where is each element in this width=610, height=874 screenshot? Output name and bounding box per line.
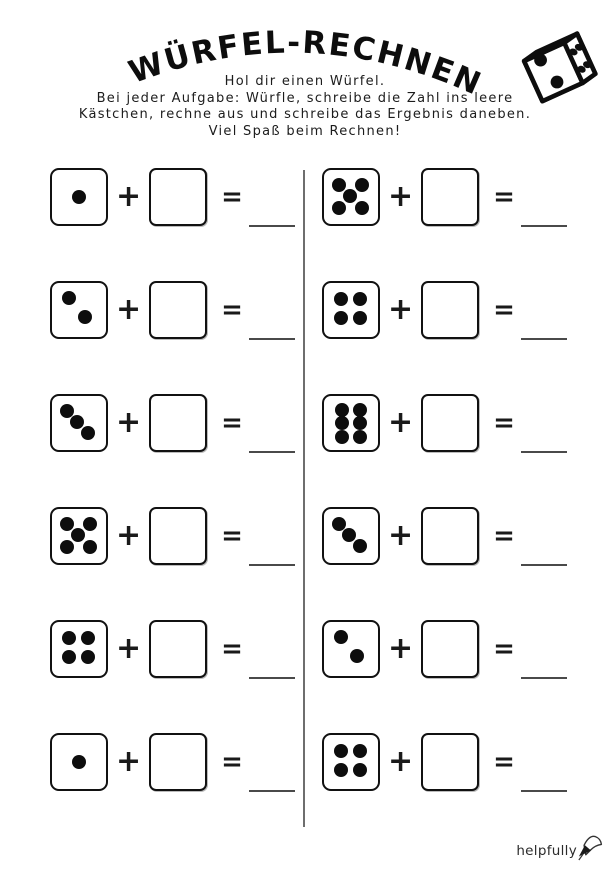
die-pip [334,311,348,325]
result-answer-line[interactable] [521,732,567,792]
die-face [322,168,380,226]
die-face [50,733,108,791]
die-face [50,620,108,678]
die-pip [81,426,95,440]
problem-row [322,168,567,226]
die-pip [353,416,367,430]
die-pip [353,403,367,417]
page-title-text: WÜRFEL-RECHNEN [124,24,488,103]
dice-roll-input-box[interactable] [149,507,207,565]
dice-roll-input-box[interactable] [149,168,207,226]
equals-sign: = [221,521,243,551]
problem-row [322,281,567,339]
equals-sign: = [493,747,515,777]
die-pip [334,744,348,758]
die-pip [83,540,97,554]
die-pip [334,292,348,306]
instruction-line-2: Bei jeder Aufgabe: Würfle, schreibe die Zahl ins leere [96,90,514,106]
instructions [0,74,610,140]
die-pip [355,178,369,192]
die-pip [62,291,76,305]
die-pip [334,630,348,644]
plus-sign: + [388,518,414,553]
die-pip [353,539,367,553]
die-pip [81,631,95,645]
equals-sign: = [221,408,243,438]
plus-sign: + [388,292,414,327]
die-pip [72,190,86,204]
die-face [322,281,380,339]
plus-sign: + [388,744,414,779]
dice-roll-input-box[interactable] [421,394,479,452]
dice-roll-input-box[interactable] [421,507,479,565]
result-answer-line[interactable] [249,393,295,453]
dice-roll-input-box[interactable] [149,733,207,791]
problem-row [50,507,295,565]
die-pip [60,517,74,531]
die-pip [353,763,367,777]
problem-row [322,620,567,678]
die-pip [71,528,85,542]
die-pip [335,403,349,417]
problem-row [322,507,567,565]
die-pip [355,201,369,215]
equals-sign: = [493,521,515,551]
dice-roll-input-box[interactable] [421,281,479,339]
result-answer-line[interactable] [521,167,567,227]
instruction-line-4: Viel Spaß beim Rechnen! [208,123,402,139]
die-face [50,394,108,452]
die-pip [335,430,349,444]
die-pip [353,292,367,306]
die-pip [60,540,74,554]
result-answer-line[interactable] [249,506,295,566]
die-pip [353,744,367,758]
dice-roll-input-box[interactable] [421,733,479,791]
die-face [50,168,108,226]
die-face [322,733,380,791]
column-divider [303,170,305,827]
dice-roll-input-box[interactable] [421,168,479,226]
flying-open-book-icon [578,832,604,862]
dice-roll-input-box[interactable] [149,394,207,452]
result-answer-line[interactable] [249,732,295,792]
problems-column-right [322,168,567,791]
footer-brand [516,832,604,862]
result-answer-line[interactable] [521,393,567,453]
die-pip [70,415,84,429]
plus-sign: + [388,179,414,214]
result-answer-line[interactable] [521,506,567,566]
die-pip [332,201,346,215]
equals-sign: = [221,295,243,325]
equals-sign: = [493,634,515,664]
die-face [322,507,380,565]
plus-sign: + [116,744,142,779]
die-face [50,507,108,565]
equals-sign: = [493,182,515,212]
die-pip [72,755,86,769]
die-pip [81,650,95,664]
dice-roll-input-box[interactable] [421,620,479,678]
plus-sign: + [116,518,142,553]
die-face [322,620,380,678]
equals-sign: = [221,634,243,664]
dice-roll-input-box[interactable] [149,281,207,339]
problems-column-left [50,168,295,791]
die-pip [332,178,346,192]
problem-row [322,733,567,791]
equals-sign: = [493,295,515,325]
equals-sign: = [221,182,243,212]
problem-row [322,394,567,452]
equals-sign: = [221,747,243,777]
die-pip [78,310,92,324]
result-answer-line[interactable] [249,280,295,340]
die-face [322,394,380,452]
problem-row [50,281,295,339]
problem-row [50,620,295,678]
die-pip [60,404,74,418]
dice-roll-input-box[interactable] [149,620,207,678]
die-pip [332,517,346,531]
die-pip [62,650,76,664]
die-pip [62,631,76,645]
die-pip [334,763,348,777]
die-pip [343,189,357,203]
brand-name: helpfully [516,843,577,859]
problem-row [50,733,295,791]
plus-sign: + [116,405,142,440]
plus-sign: + [116,292,142,327]
problem-row [50,168,295,226]
result-answer-line[interactable] [249,619,295,679]
plus-sign: + [388,405,414,440]
equals-sign: = [493,408,515,438]
die-pip [353,430,367,444]
die-pip [353,311,367,325]
die-face [50,281,108,339]
problem-row [50,394,295,452]
plus-sign: + [116,179,142,214]
die-pip [350,649,364,663]
instruction-line-1: Hol dir einen Würfel. [224,74,386,89]
die-pip [335,416,349,430]
die-pip [342,528,356,542]
plus-sign: + [116,631,142,666]
instruction-line-3: Kästchen, rechne aus und schreibe das Ergebnis daneben. [78,107,532,122]
die-pip [83,517,97,531]
result-answer-line[interactable] [521,280,567,340]
result-answer-line[interactable] [521,619,567,679]
result-answer-line[interactable] [249,167,295,227]
plus-sign: + [388,631,414,666]
